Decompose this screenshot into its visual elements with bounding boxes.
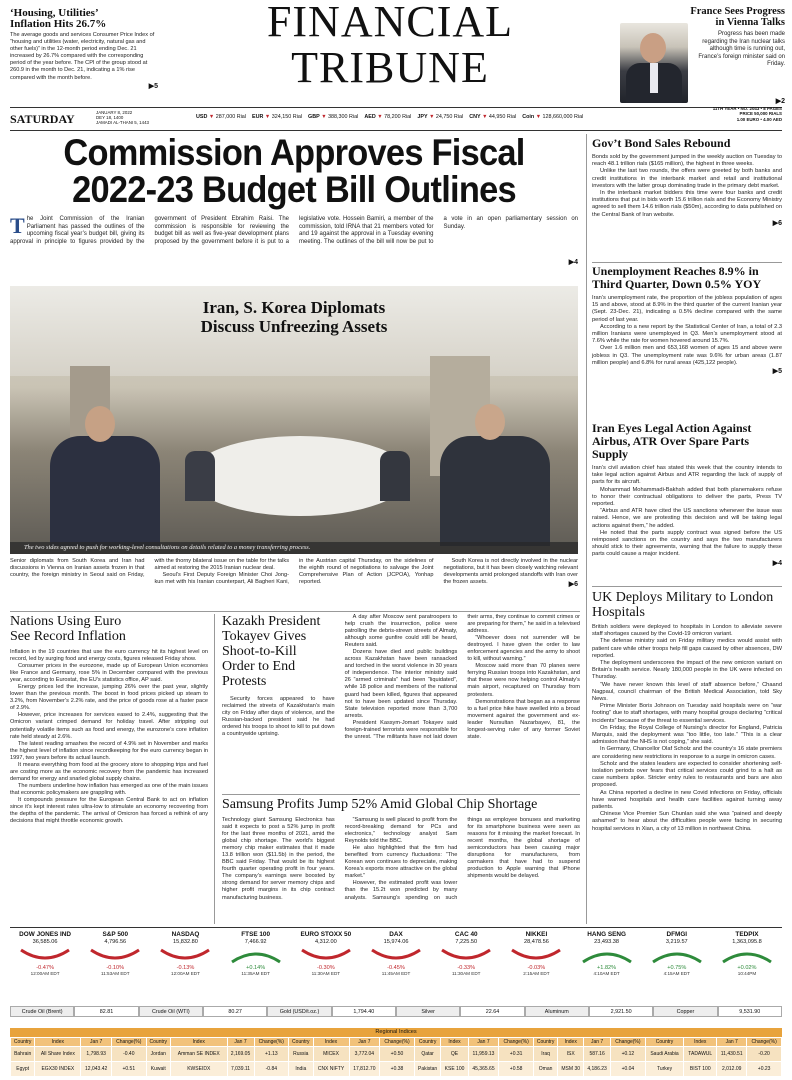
regional-cell: +0.50 — [380, 1047, 415, 1062]
commodity-gold-label: Gold (USD/t.oz.) — [267, 1006, 331, 1017]
regional-cell: -0.40 — [111, 1047, 146, 1062]
trend-up-icon — [230, 948, 282, 964]
trend-up-icon — [721, 948, 773, 964]
market-index-time: 10:44PM — [737, 971, 757, 976]
uk-headline: UK Deploys Military to London Hospitals — [592, 590, 774, 620]
airbus-headline: Iran Eyes Legal Action Against Airbus, ATR Over Spare Parts Supply — [592, 421, 752, 461]
market-index-name: EURO STOXX 50 — [300, 931, 352, 938]
market-index-name: DOW JONES IND — [19, 931, 72, 938]
market-index-value: 36,585.06 — [32, 939, 58, 945]
diplomats-story[interactable]: Senior diplomats from South Korea and Iran had discussions in Vienna on Iranian assets frozen in that country, the foreign ministry in Seoul said on Friday, with the thorny bilateral issue on the table for the talks aimed at restoring the 2015 Iranian nuclear deal. Seoul’s First Deputy Foreign Minister Choi Jong-kun met with his Iranian counterpart, Ali Bagheri Kani, in the Austrian capital Thursday, on the sidelines of the eighth round of negotiations to salvage the Joint Comprehensive Plan of Action (JCPOA), Yonhap reported. South Korea is not directly involved in the nuclear negotiations, but it has been closely watching relevant developments amid prolonged standoffs with Iran over the frozen assets. — [10, 558, 578, 586]
commodity-aluminum-value: 2,921.50 — [589, 1006, 653, 1017]
regional-cell: Kuwait — [146, 1062, 170, 1077]
market-index — [431, 931, 501, 1003]
right-teaser-title-2: in Vienna Talks — [715, 16, 785, 28]
market-index-name: S&P 500 — [102, 931, 129, 938]
regional-header-cell: Country — [533, 1038, 557, 1047]
regional-cell: +0.51 — [111, 1062, 146, 1077]
market-index-change: +1.82% — [597, 965, 617, 971]
market-index-name: NIKKEI — [525, 931, 548, 938]
regional-cell: QE — [441, 1047, 468, 1062]
regional-cell: 4,186.23 — [584, 1062, 611, 1077]
left-teaser-text: The average goods and services Consumer Price Index of “housing and utilities (water, electricity, natural gas and other fuels)” in the 12-month period ending Dec. 21 increased by 26.7% compared with the corresponding period of the year before. The CPI of the group stood at 260.9 in the month to Dec. 21, indicating a 1% rise compared with the month before. — [10, 32, 155, 81]
right-teaser-title-1: France Sees Progress — [690, 6, 785, 17]
regional-header-cell: Index — [684, 1038, 717, 1047]
market-index-change: -0.30% — [316, 965, 335, 971]
currency-eur: EUR ▼ 324,150 Rial — [252, 114, 303, 120]
market-index-change: -0.47% — [36, 965, 54, 971]
masthead-title-line1: FINANCIAL — [266, 0, 514, 46]
uk-text: British soldiers were deployed to hospitals in London to alleviate severe staff shortages caused by the Covid-19 omicron variant. The defense ministry said on Friday military medics would assist with patient care while other troops help fill gaps caused by other absences, DW reported. The deployment underscores the impact of the new omicron variant on Britain’s health service. Nearly 180,000 people in the UK were infected on Thursday. “We have never known this level of staff absence before,” Chaand Nagpaul, council chairman of the British Medical Association, told Sky News. Prime Minister Boris Johnson on Tuesday said hospitals were on “war footing” due to staff shortages, with many hospital groups declaring “critical incidents” because of the threat to essential services. On Friday, the Royal College of Nursing’s director for England, Patricia Marquis, said the deployment was “too little, too late.” “This is a clear admission that the NHS is not coping,” she said. In Germany, Chancellor Olaf Scholz and the country’s 16 state premiers are considering new restrictions in response to a surge in omicron cases. Scholz and the states leaders are expected to consider shortening self-isolation periods over fears that critical services could grind to a halt as case numbers spike. Stricter entry rules to restaurants and bars are also proposed. As China reported a decline in new Covid infections on Friday, officials have warned hospitals and health care facilities against turning away patients. Chinese Vice Premier Sun Chunlan said she was “pained and deeply ashamed” to hear about the difficulties people were facing in securing hospital services in Xian, a city of 13 million in northwest China. — [592, 624, 783, 832]
unemployment-headline: Unemployment Reaches 8.9% in Third Quarter, Down 0.5% YOY — [592, 264, 762, 291]
unemployment-story[interactable] — [592, 265, 782, 375]
market-index-time: 4:15AM EDT — [663, 971, 690, 976]
regional-header-cell: Change(%) — [611, 1038, 646, 1047]
market-index-change: -0.45% — [387, 965, 405, 971]
regional-cell: -0.20 — [747, 1047, 782, 1062]
euro-headline-1: Nations Using Euro — [10, 614, 122, 629]
left-teaser-title-1: ‘Housing, Utilities’ — [10, 7, 99, 19]
main-headline-1: Commission Approves Fiscal — [63, 132, 525, 173]
currency-bar — [196, 114, 583, 120]
regional-indices-table — [10, 1037, 782, 1077]
regional-cell: 2,169.05 — [227, 1047, 254, 1062]
regional-header-cell: Change(%) — [747, 1038, 782, 1047]
euro-headline-2: See Record Inflation — [10, 629, 126, 644]
regional-cell: +0.31 — [499, 1047, 534, 1062]
market-index-value: 7,466.92 — [244, 939, 267, 945]
commodity-gold-value: 1,794.40 — [332, 1006, 396, 1017]
regional-cell: Bahrain — [11, 1047, 35, 1062]
regional-cell: CNX NIFTY — [313, 1062, 349, 1077]
trend-down-icon — [19, 948, 71, 964]
market-ticker — [10, 931, 782, 1003]
market-index-change: +0.75% — [667, 965, 687, 971]
left-teaser-title-2: Inflation Hits 26.7% — [10, 18, 107, 30]
market-index — [361, 931, 431, 1003]
market-index — [291, 931, 361, 1003]
kazakh-story[interactable] — [222, 614, 580, 790]
market-index-change: +0.14% — [246, 965, 266, 971]
regional-header-cell: Index — [558, 1038, 584, 1047]
currency-jpy: JPY ▼ 24,750 Rial — [417, 114, 464, 120]
market-index-name: HANG SENG — [587, 931, 626, 938]
market-index-name: FTSE 100 — [241, 931, 271, 938]
edition-info: 11TH YEAR • NO. 2043 • 8 PAGES PRICE 50,000 RIALS 1.00 EURO • 4.00 AED — [712, 106, 782, 122]
market-index-change: +0.02% — [737, 965, 757, 971]
regional-cell: All Share Index — [35, 1047, 81, 1062]
regional-cell: 11,959.13 — [468, 1047, 499, 1062]
currency-gbp: GBP ▼ 388,300 Rial — [308, 114, 359, 120]
trend-up-icon — [581, 948, 633, 964]
regional-header-cell: Change(%) — [380, 1038, 415, 1047]
market-index-name: DAX — [389, 931, 403, 938]
main-dropcap: T — [10, 213, 25, 238]
photo-caption: The two sides agreed to push for working-level consultations on details related to a money transferring process. — [10, 542, 578, 554]
regional-cell: KWSEIDX — [170, 1062, 227, 1077]
regional-header-cell: Country — [146, 1038, 170, 1047]
table-row — [11, 1062, 782, 1077]
commodity-silver-value: 22.64 — [460, 1006, 524, 1017]
regional-cell: +1.13 — [254, 1047, 289, 1062]
market-index — [501, 931, 571, 1003]
regional-header-cell: Change(%) — [111, 1038, 146, 1047]
market-index-value: 7,225.50 — [455, 939, 478, 945]
market-index — [221, 931, 291, 1003]
weekday: SATURDAY — [10, 112, 75, 126]
market-index — [572, 931, 642, 1003]
regional-cell: +0.12 — [611, 1047, 646, 1062]
market-index — [642, 931, 712, 1003]
masthead — [190, 0, 590, 92]
table-row — [11, 1047, 782, 1062]
regional-cell: +0.58 — [499, 1062, 534, 1077]
regional-header-cell: Jan 7 — [468, 1038, 499, 1047]
regional-header-cell: Index — [313, 1038, 349, 1047]
samsung-headline: Samsung Profits Jump 52% Amid Global Chip Shortage — [222, 797, 538, 812]
regional-cell: Russia — [289, 1047, 313, 1062]
market-index — [10, 931, 80, 1003]
market-index-value: 4,796.56 — [104, 939, 127, 945]
regional-cell: 7,039.11 — [227, 1062, 254, 1077]
commodity-silver-label: Silver — [396, 1006, 460, 1017]
regional-header-cell: Jan 7 — [227, 1038, 254, 1047]
currency-coin: Coin ▼ 128,660,000 Rial — [522, 114, 584, 120]
market-index-name: DFMGI — [666, 931, 688, 938]
trend-down-icon — [300, 948, 352, 964]
commodities-bar — [10, 1006, 782, 1017]
regional-header-cell: Country — [289, 1038, 313, 1047]
regional-cell: Egypt — [11, 1062, 35, 1077]
regional-cell: Oman — [533, 1062, 557, 1077]
market-index-time: 2:15AM EDT — [523, 971, 550, 976]
regional-cell: +0.38 — [380, 1062, 415, 1077]
commodity-brent-value: 82.81 — [74, 1006, 138, 1017]
regional-cell: Pakistan — [414, 1062, 441, 1077]
regional-header-cell: Change(%) — [254, 1038, 289, 1047]
market-index-time: 11:30AM EDT — [451, 971, 481, 976]
regional-cell: +0.23 — [747, 1062, 782, 1077]
regional-cell: ISX — [558, 1047, 584, 1062]
main-story-page: ▶4 — [568, 259, 578, 266]
regional-cell: +0.04 — [611, 1062, 646, 1077]
trend-down-icon — [370, 948, 422, 964]
regional-cell: 3,772.04 — [349, 1047, 380, 1062]
regional-cell: 2,012.09 — [717, 1062, 747, 1077]
unemployment-page: ▶5 — [772, 368, 782, 376]
unemployment-text: Iran’s unemployment rate, the proportion of the jobless population of ages 15 and above, stood at 8.9% in the third quarter of the current Iranian year (Sept. 23-Dec. 21), indicating a 0.5% decline compared with the same period of last year. According to a new report by the Statistical Center of Iran, a total of 2.3 million Iranians were unemployed in Q3. Men’s unemployment stood at 7.6% while the rate for women hovered around 15.7%. Over 1.6 million men and 653,168 women of ages 15 and above were jobless in Q3. The unemployment rate was 9.6% for urban areas (1.87 million people) and 6.8% for rural areas (425,122 people). — [592, 295, 782, 366]
airbus-story[interactable] — [592, 422, 782, 567]
regional-cell: -0.84 — [254, 1062, 289, 1077]
airbus-page: ▶4 — [772, 559, 782, 567]
regional-cell: TADAWUL — [684, 1047, 717, 1062]
main-story[interactable] — [10, 134, 578, 274]
diplomats-page: ▶6 — [568, 581, 578, 588]
regional-cell: 1,798.93 — [81, 1047, 112, 1062]
regional-header-cell: Jan 7 — [717, 1038, 747, 1047]
commodity-copper-value: 9,531.90 — [718, 1006, 782, 1017]
commodity-aluminum-label: Aluminum — [525, 1006, 589, 1017]
regional-cell: Jordan — [146, 1047, 170, 1062]
market-index-time: 4:10AM EDT — [593, 971, 620, 976]
samsung-text: Technology giant Samsung Electronics has said it expects to post a 52% jump in profit for the last three months of 2021, amid the global chip shortage. The world’s biggest memory chip maker estimates that it made 13.8 trillion won ($11.5b) in the period, the BBC said Friday. That would be its highest fourth quarter operating profit in four years. The company’s earnings were boosted by strong demand for server memory chips and higher profit margins in its chip contract manufacturing business. “Samsung is well placed to profit from the record-breaking demand for PCs and electronics,” technology analyst Sam Reynolds told the BBC. He also highlighted that the firm had benefited from currency fluctuations: “The Korean won continues to depreciate, making Korea’s exports more attractive on the global market.” However, the estimated profit was lower than the 15.2t won predicted by many analysts. Samsung’s spending on such things as employee bonuses and marketing for its smartphone business were seen as reasons for it missing the market forecast. In recent months, the global shortage of semiconductors has been causing major disruptions for manufacturers, from carmakers that have had to suspend production to Apple warning that iPhone shipments would be delayed. — [222, 817, 580, 901]
kazakh-text: Security forces appeared to have reclaimed the streets of Kazakhstan’s main city on Friday after days of violence, and the Russian-backed president said he had ordered his troops to shoot to kill to put down a countrywide uprising. A day after Moscow sent paratroopers to help crush the insurrection, police were patrolling the debris-strewn streets of Almaty, although some gunfire could still be heard, Reuters said. Dozens have died and public buildings across Kazakhstan have been ransacked and torched in the worst violence in 30 years of independence. The interior ministry said 26 “armed criminals” had been “liquidated”, while 18 police and members of the national guard had been killed, figures that appeared not to have been updated since Thursday. State television reported more than 3,700 arrests. President Kassym-Jomart Tokayev said foreign-trained terrorists were responsible for the unrest. “The militants have not laid down their arms, they continue to commit crimes or are preparing for them,” he said in a televised address. “Whoever does not surrender will be destroyed. I have given the order to law enforcement agencies and the army to shoot to kill, without warning.” Moscow said more than 70 planes were ferrying Russian troops into Kazakhstan, and that these were now helping control Almaty’s main airport, recaptured on Thursday from protesters. Demonstrations that began as a response to a fuel price hike have swelled into a broad movement against the government and ex-leader Nursultan Nazarbayev, 81, the longest-serving ruler of any former Soviet state. — [222, 614, 580, 740]
bond-page: ▶6 — [772, 219, 782, 227]
regional-cell: 11,430.51 — [717, 1047, 747, 1062]
samsung-story[interactable] — [222, 797, 580, 925]
market-index-value: 1,363,095.8 — [732, 939, 762, 945]
regional-cell: EGX30 INDEX — [35, 1062, 81, 1077]
market-index-change: -0.13% — [176, 965, 195, 971]
date-lines: JANUARY 8, 2022 DEY 18, 1400 JAMADI AL-THANI 5, 1443 — [96, 110, 149, 126]
regional-header-cell: Jan 7 — [584, 1038, 611, 1047]
trend-down-icon — [159, 948, 211, 964]
market-index-change: -0.03% — [527, 965, 546, 971]
market-index-time: 12:00AM EDT — [30, 971, 60, 976]
regional-cell: KSE 100 — [441, 1062, 468, 1077]
market-index — [80, 931, 150, 1003]
regional-cell: Saudi Arabia — [645, 1047, 684, 1062]
left-teaser-page: ▶5 — [148, 82, 158, 90]
regional-header-cell: Country — [414, 1038, 441, 1047]
photo-headline: Iran, S. Korea Diplomats Discuss Unfreezing Assets — [200, 298, 388, 336]
market-index-value: 28,478.56 — [523, 939, 549, 945]
market-index-name: NASDAQ — [171, 931, 200, 938]
trend-down-icon — [440, 948, 492, 964]
trend-down-icon — [510, 948, 562, 964]
regional-cell: 587.16 — [584, 1047, 611, 1062]
regional-indices-title: Regional Indices — [10, 1028, 782, 1037]
market-index — [150, 931, 220, 1003]
regional-cell: Turkey — [645, 1062, 684, 1077]
market-index-value: 23,493.38 — [594, 939, 620, 945]
regional-header-cell: Index — [441, 1038, 468, 1047]
currency-cny: CNY ▼ 44,950 Rial — [469, 114, 517, 120]
regional-header-cell: Jan 7 — [81, 1038, 112, 1047]
teaser-photo — [620, 23, 688, 103]
right-teaser[interactable] — [620, 5, 785, 103]
regional-cell: Iraq — [533, 1047, 557, 1062]
euro-story[interactable] — [10, 614, 208, 825]
market-index-change: -0.33% — [457, 965, 476, 971]
right-teaser-page: ▶2 — [775, 98, 785, 105]
commodity-wti-value: 80.27 — [203, 1006, 267, 1017]
market-index-time: 11:45AM EDT — [381, 971, 411, 976]
market-index-time: 11:35AM EDT — [241, 971, 270, 976]
trend-down-icon — [89, 948, 141, 964]
euro-text: Inflation in the 19 countries that use the euro currency hit its highest level on record, led by surging food and energy costs, figures released Friday show. Consumer prices in the eurozone, made up of European Union economies like France and Germany, rose 5% in December compared with the previous year, according to Eurostat, the EU’s statistics office, AP said. Energy prices led the increase, jumping 26% over the past year, slightly lower than the previous month. The boost in food prices picked up steam to 3.2%, from November’s 2.2% rate, and the price of goods rose at a faster pace of 2.9%. However, price increases for services eased to 2.4%, suggesting that the Omicron variant crimped demand for holiday travel. After stripping out potentially volatile items such as food and energy, the eurozone’s core inflation rate held steady at 2.6%. The latest reading smashes the record of 4.9% set in November and marks the highest level of inflation since recordkeeping for the euro currency began in 1997, two years before its actual launch. It means everything from food at the grocery store to shopping trips and fuel are costing more as the economic recovery from the pandemic has increased demand for energy and snarled global supply chains. The numbers underline how inflation has emerged as one of the main issues that economic policymakers are grappling with. It compounds pressure for the European Central Bank to act on inflation since it’s kept interest rates ultra-low to stimulate an economy recovering from the depths of the pandemic. The arrival of Omicron has forced a rethink of any decisions that might throttle economic growth. — [10, 649, 208, 825]
uk-story[interactable] — [592, 590, 782, 833]
commodity-brent-label: Crude Oil (Brent) — [10, 1006, 74, 1017]
regional-cell: Amman SE INDEX — [170, 1047, 227, 1062]
regional-cell: BIST 100 — [684, 1062, 717, 1077]
main-headline-2: 2022-23 Budget Bill Outlines — [72, 169, 516, 210]
main-story-text: The Joint Commission of the Iranian Parliament has passed the outlines of the upcoming fiscal year’s budget bill, giving its approval in principle to figures provided by the government of President Ebrahim Raisi. The commission is responsible for reviewing the budget bill as well as five-year development plans proposed by the government before it is put to a legislative vote. Hossein Bamiri, a member of the commission, told IRNA that 21 members voted for and 19 against the approval in a Tuesday evening meeting. The outlines of the bill will now be put to a vote in an open parliamentary session on Sunday. — [10, 213, 578, 245]
bond-story[interactable] — [592, 137, 782, 227]
commodity-copper-label: Copper — [653, 1006, 717, 1017]
regional-cell: 12,043.42 — [81, 1062, 112, 1077]
airbus-text: Iran’s civil aviation chief has stated this week that the country intends to take legal action against Airbus and ATR regarding the lack of supply of parts for its aircraft. Mohammad Mohammadi-Bakhsh added that both planemakers refuse to honor their contractual obligations to deliver the parts, Press TV reported. “Airbus and ATR have cited the US sanctions whenever the issue was raised. Hence, we are protesting this decision and will be taking legal actions against them,” he added. He noted that the parts supply contract was signed before the US reimposed sanctions on the country and says the two manufacturers should stick to their agreements, warning that the failure to supply these parts could cause a major incident. — [592, 465, 782, 558]
bond-headline: Gov’t Bond Sales Rebound — [592, 136, 731, 150]
kazakh-headline: Kazakh President Tokayev Gives Shoot-to-Kill Order to End Protests — [222, 614, 321, 689]
regional-header-cell: Index — [170, 1038, 227, 1047]
market-index-name: TEDPIX — [735, 931, 759, 938]
market-index-value: 4,312.00 — [314, 939, 337, 945]
market-index — [712, 931, 782, 1003]
masthead-title-line2: TRIBUNE — [291, 43, 489, 92]
currency-aed: AED ▼ 78,200 Rial — [364, 114, 412, 120]
diplomats-photo — [10, 286, 578, 554]
regional-cell: 17,812.70 — [349, 1062, 380, 1077]
regional-header-cell: Jan 7 — [349, 1038, 380, 1047]
market-index-time: 11:30AM EDT — [311, 971, 341, 976]
regional-header-cell: Country — [645, 1038, 684, 1047]
left-teaser[interactable] — [10, 8, 158, 90]
regional-header-cell: Country — [11, 1038, 35, 1047]
market-index-value: 15,974.06 — [383, 939, 409, 945]
market-index-time: 12:00AM EDT — [171, 971, 200, 976]
commodity-wti-label: Crude Oil (WTI) — [139, 1006, 203, 1017]
bond-text: Bonds sold by the government jumped in the weekly auction on Tuesday to reach 48.1 trillion rials ($165 million), the highest in three weeks. Unlike the last two rounds, the offers were greeted by both banks and credit institutions in the interbank market and retail and institutional investors with the latter group dominating trade in the primary debt market. In the interbank market bidders this time were four banks and credit institutions that put in bids worth 15.6 trillion rials and the Economy Ministry agreed to sell them 14.6 trillion rials ($50m), according to data published on the Central Bank of Iran website. — [592, 154, 782, 218]
regional-cell: 45,365.65 — [468, 1062, 499, 1077]
right-teaser-text: Progress has been made regarding the Iran nuclear talks although time is running out, France’s foreign minister said on Friday. — [698, 31, 785, 68]
regional-header-cell: Index — [35, 1038, 81, 1047]
regional-cell: MICEX — [313, 1047, 349, 1062]
trend-up-icon — [651, 948, 703, 964]
market-index-value: 3,219.57 — [665, 939, 688, 945]
date-bar — [10, 108, 782, 130]
market-index-time: 11:53AM EDT — [101, 971, 130, 976]
regional-cell: MSM 30 — [558, 1062, 584, 1077]
market-index-name: CAC 40 — [454, 931, 478, 938]
regional-header-cell: Change(%) — [499, 1038, 534, 1047]
market-index-change: -0.10% — [106, 965, 125, 971]
regional-cell: Qatar — [414, 1047, 441, 1062]
market-index-value: 15,832.80 — [173, 939, 198, 945]
currency-usd: USD ▼ 287,000 Rial — [196, 114, 247, 120]
regional-cell: India — [289, 1062, 313, 1077]
